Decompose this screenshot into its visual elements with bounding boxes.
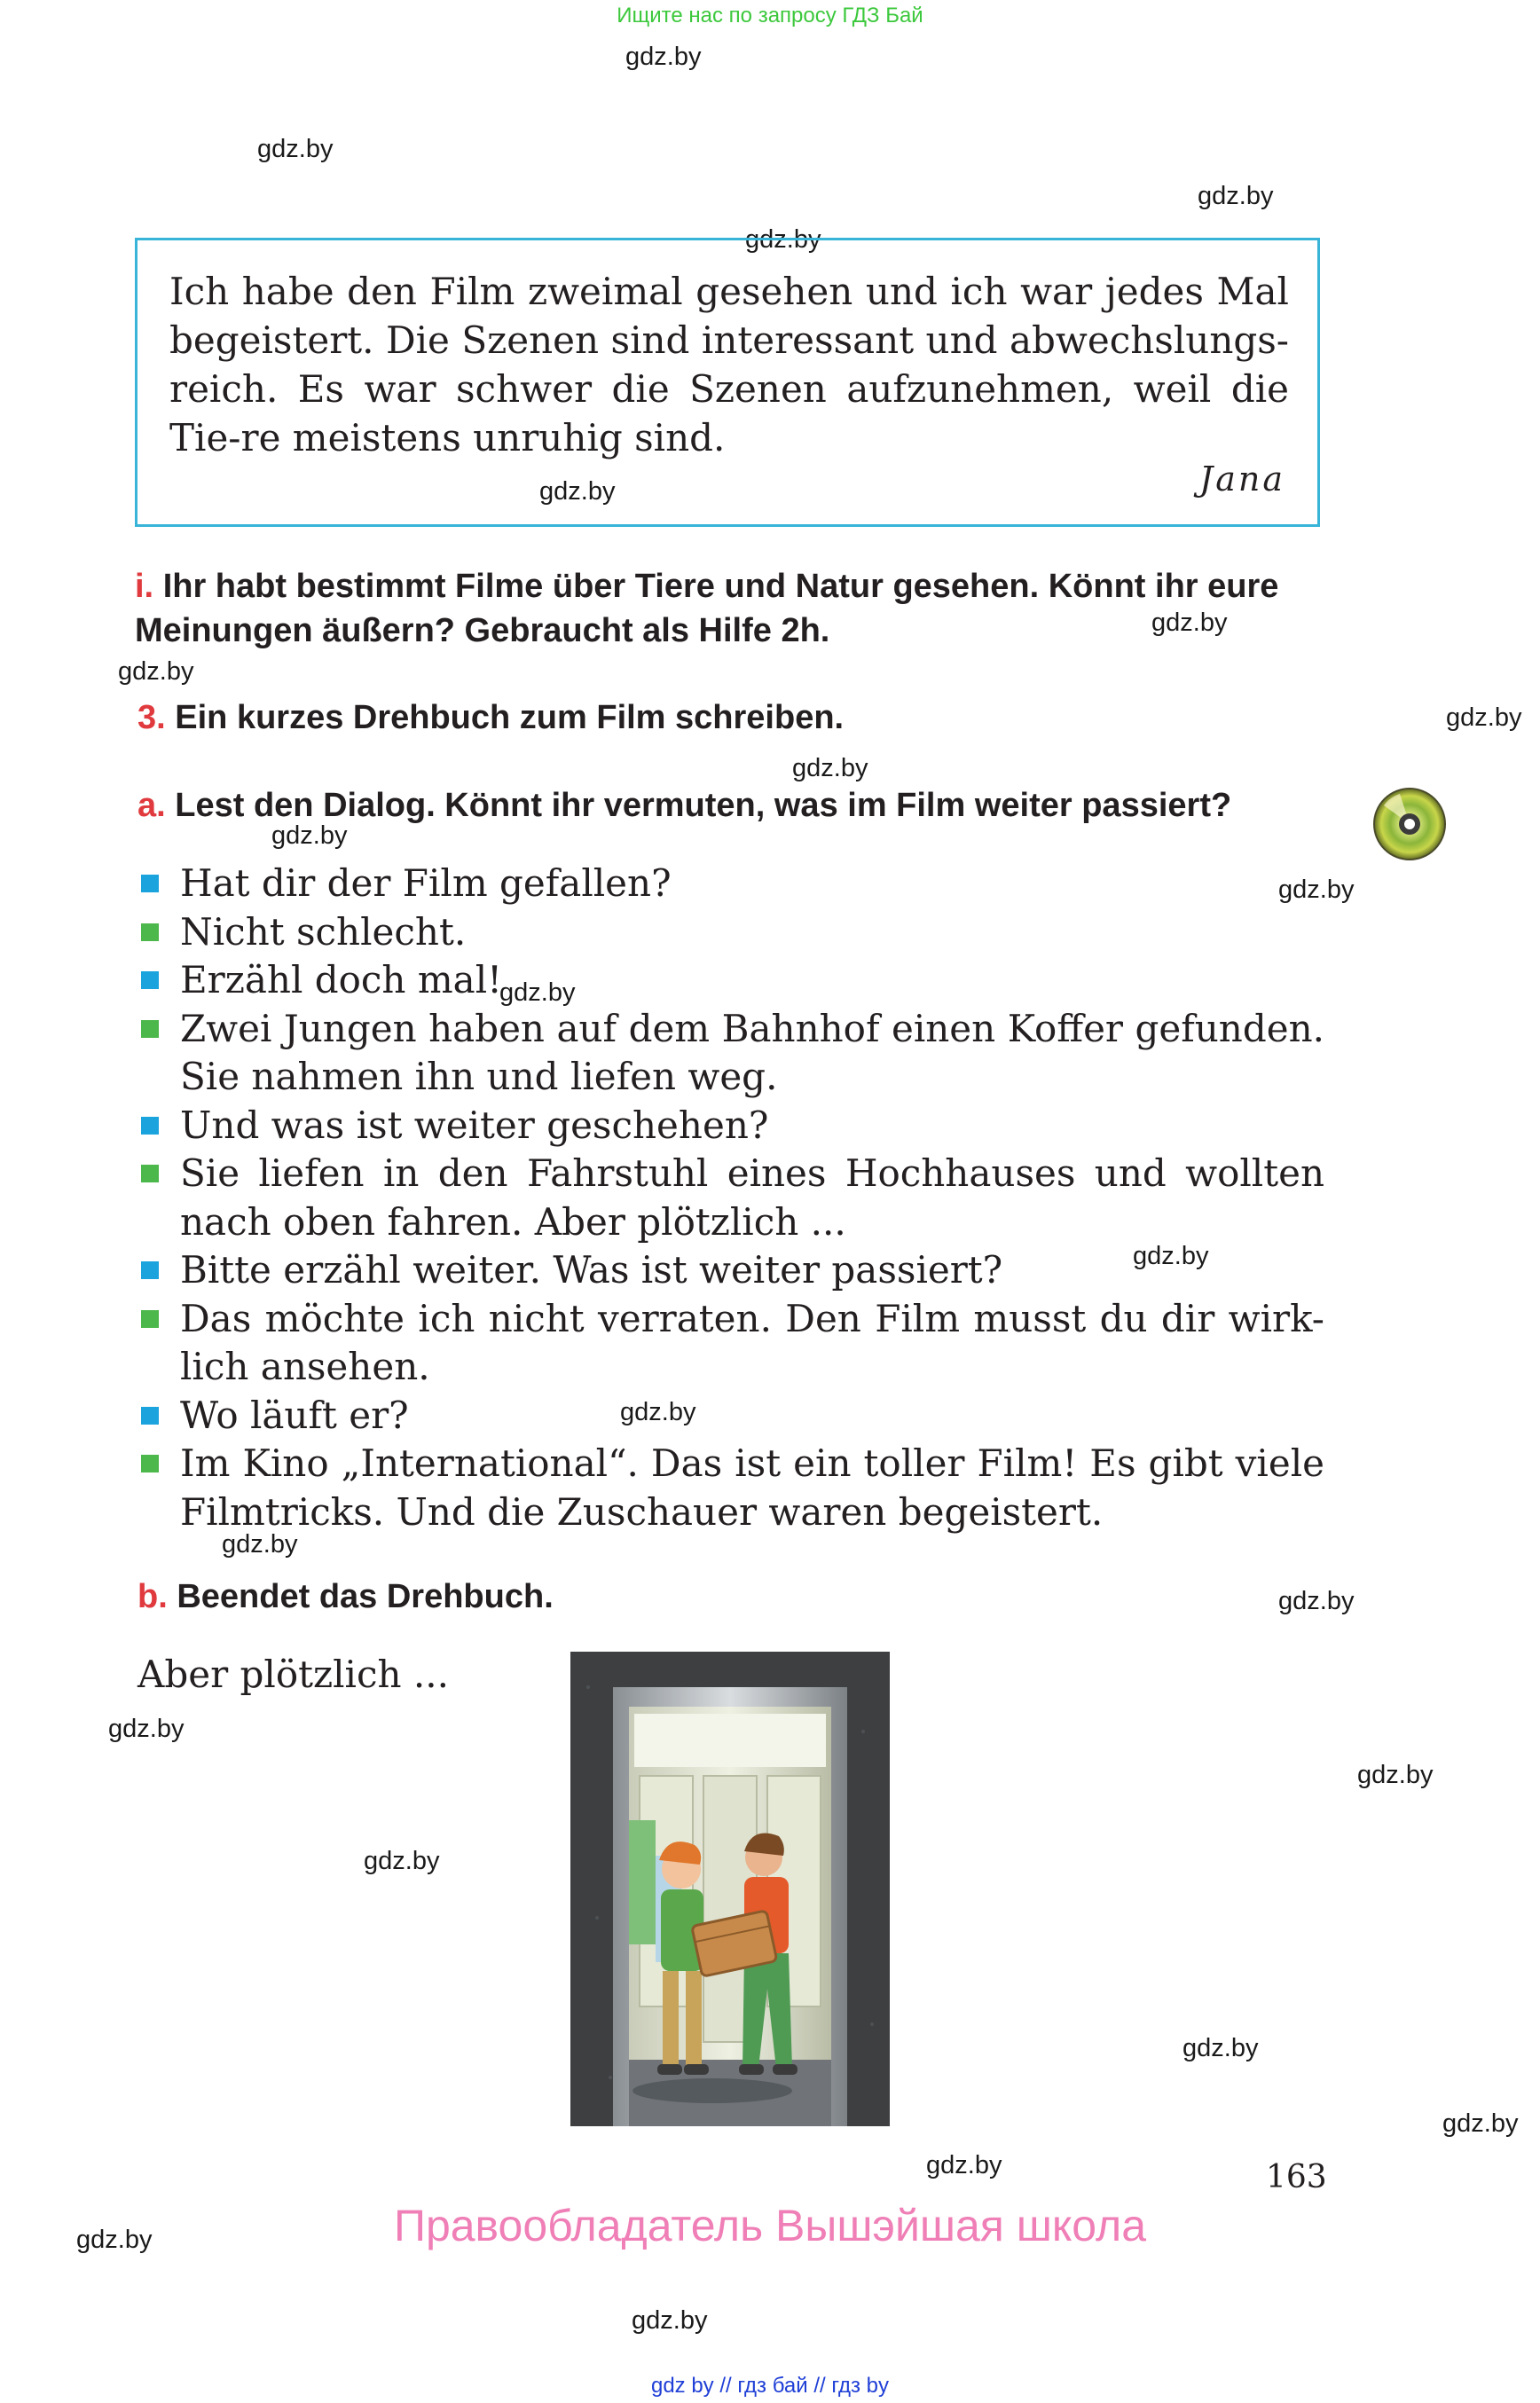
watermark: gdz.by (108, 1715, 185, 1743)
task-marker: i. (135, 568, 154, 605)
dialog-line (139, 1295, 1324, 1392)
speaker-a-marker (141, 1261, 159, 1279)
quote-author: Jana (1198, 459, 1285, 499)
watermark: gdz.by (1442, 2109, 1519, 2138)
task-a (138, 783, 1353, 828)
task-b (138, 1575, 1025, 1619)
dialog-line-text: Erzähl doch mal! (180, 958, 503, 1001)
speaker-a-marker (141, 1117, 159, 1135)
dialog-line (139, 908, 1324, 957)
watermark: gdz.by (1357, 1761, 1434, 1789)
dialog-line (139, 1440, 1324, 1536)
watermark: gdz.by (1278, 1587, 1355, 1615)
dialog-list (139, 860, 1324, 1536)
speaker-b-marker (141, 1310, 159, 1328)
search-hint: Ищите нас по запросу ГДЗ Бай (617, 4, 923, 27)
task-marker: b. (138, 1578, 168, 1615)
watermark: gdz.by (1446, 703, 1522, 732)
dialog-line-text: Das möchte ich nicht verraten. Den Film musst du dir wirk-lich ansehen. (180, 1296, 1324, 1388)
watermark: gdz.by (1133, 1242, 1209, 1270)
dialog-line-text: Im Kino „International“. Das ist ein toller Film! Es gibt viele Filmtricks. Und die Zuschauer waren begeistert. (180, 1441, 1324, 1534)
story-start: Aber plötzlich ... (138, 1653, 449, 1696)
watermark: gdz.by (745, 225, 821, 254)
watermark: gdz.by (222, 1530, 298, 1559)
footer-links[interactable]: gdz by // гдз бай // гдз by (650, 2374, 890, 2398)
task-text: Lest den Dialog. Könnt ihr vermuten, was im Film weiter passiert? (175, 787, 1232, 824)
watermark: gdz.by (792, 754, 868, 782)
watermark: gdz.by (632, 2306, 708, 2335)
dialog-line-text: Hat dir der Film gefallen? (180, 861, 672, 905)
dialog-line (139, 1246, 1324, 1295)
dialog-line-text: Zwei Jungen haben auf dem Bahnhof einen Koffer gefunden. Sie nahmen ihn und liefen weg. (180, 1006, 1324, 1098)
speaker-a-marker (141, 1407, 159, 1425)
watermark: gdz.by (1198, 182, 1274, 210)
watermark: gdz.by (118, 657, 194, 686)
speaker-b-marker (141, 923, 159, 941)
dialog-line-text: Bitte erzähl weiter. Was ist weiter passiert? (180, 1248, 1003, 1292)
audio-cd-icon[interactable] (1373, 788, 1446, 860)
speaker-a-marker (141, 875, 159, 892)
dialog-line (139, 1392, 1324, 1441)
dialog-line (139, 956, 1324, 1005)
speaker-b-marker (141, 1165, 159, 1182)
task-marker: 3. (138, 699, 166, 736)
task-3 (138, 695, 1335, 740)
watermark: gdz.by (271, 821, 348, 850)
quote-text: Ich habe den Film zweimal gesehen und ich war jedes Mal begeistert. Die Szenen sind interessant und abwechslungs-reich. Es war schwer die Szenen aufzunehmen, weil die Tie-re meistens unruhig sind. (169, 270, 1289, 459)
task-text: Beendet das Drehbuch. (177, 1578, 554, 1615)
task-marker: a. (138, 787, 166, 824)
task-i (135, 564, 1332, 653)
page-number: 163 (1266, 2159, 1327, 2195)
speaker-b-marker (141, 1020, 159, 1038)
watermark: gdz.by (257, 135, 334, 163)
watermark: gdz.by (625, 43, 702, 71)
dialog-line-text: Sie liefen in den Fahrstuhl eines Hochhauses und wollten nach oben fahren. Aber plötzlich ... (180, 1151, 1324, 1244)
task-text: Ihr habt bestimmt Filme über Tiere und Natur gesehen. Könnt ihr eure Meinungen äußern? Gebraucht als Hilfe 2h. (135, 568, 1279, 649)
quote-box (135, 238, 1320, 527)
watermark: gdz.by (1151, 609, 1228, 637)
watermark: gdz.by (364, 1847, 440, 1875)
dialog-line-text: Nicht schlecht. (180, 909, 467, 954)
watermark: gdz.by (1182, 2034, 1259, 2062)
watermark: gdz.by (926, 2151, 1002, 2179)
dialog-line (139, 1102, 1324, 1150)
watermark: gdz.by (620, 1398, 696, 1426)
watermark: gdz.by (1278, 876, 1355, 904)
speaker-a-marker (141, 971, 159, 989)
watermark: gdz.by (76, 2226, 153, 2254)
copyright-holder: Правообладатель Вышэйшая школа (394, 2201, 1146, 2250)
dialog-line-text: Wo läuft er? (180, 1393, 409, 1437)
dialog-line (139, 1150, 1324, 1246)
dialog-line (139, 860, 1324, 908)
watermark: gdz.by (499, 978, 576, 1007)
speaker-b-marker (141, 1455, 159, 1472)
dialog-line (139, 1005, 1324, 1102)
elevator-illustration (570, 1652, 890, 2126)
watermark: gdz.by (539, 477, 616, 506)
task-text: Ein kurzes Drehbuch zum Film schreiben. (175, 699, 845, 736)
dialog-line-text: Und was ist weiter geschehen? (180, 1103, 769, 1147)
